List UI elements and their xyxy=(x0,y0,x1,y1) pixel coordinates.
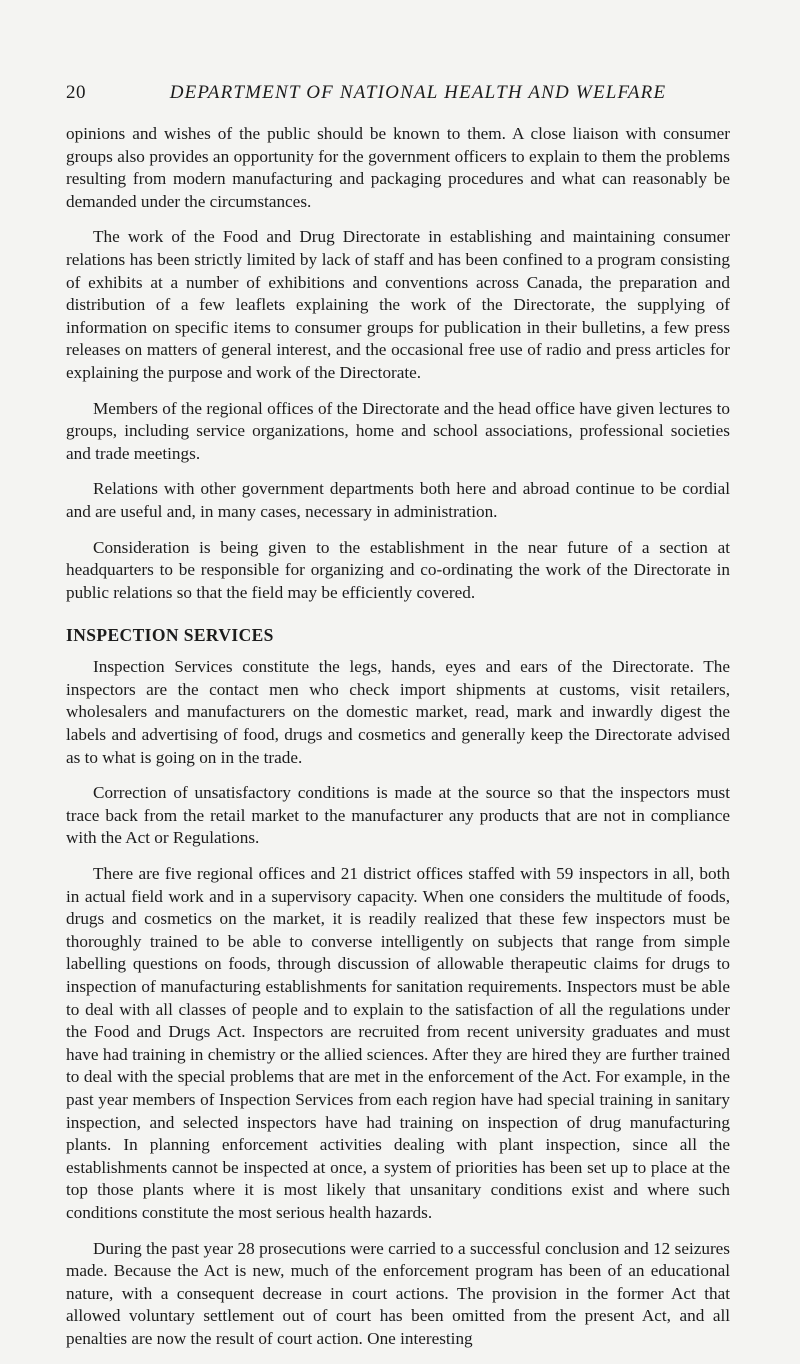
paragraph: There are five regional offices and 21 district offices staffed with 59 inspectors in all, both in actual field work and in a supervisory capacity. When one considers the multitude of foods, drugs and cosmetics on the market, it is readily realized that these few inspectors must be thoroughly trained to be able to converse intelligently on subjects that range from simple labelling questions on foods, through discussion of allowable therapeutic claims for drugs to inspection of manufacturing establishments for sanitation requirements. Inspectors must be able to deal with all classes of people and to explain to the satisfaction of all the regulations under the Food and Drugs Act. Inspectors are recruited from recent university graduates and must have had training in chemistry or the allied sciences. After they are hired they are further trained to deal with the special problems that are met in the enforcement of the Act. For example, in the past year members of Inspection Services from each region have had special training in sanitary inspection, and selected inspectors have had training on inspection of drug manufacturing plants. In planning enforcement activities dealing with plant inspection, since all the establishments cannot be inspected at once, a system of priorities has been set up to place at the top those plants where it is most likely that unsanitary conditions exist and where such conditions constitute the most serious health hazards. xyxy=(66,864,730,1222)
section-heading: INSPECTION SERVICES xyxy=(66,625,274,646)
paragraph: opinions and wishes of the public should be known to them. A close liaison with consumer groups also provides an opportunity for the government officers to explain to them the problems resulting from modern manufacturing and packaging procedures and what can reasonably be demanded under the circumstances. xyxy=(66,124,730,211)
running-header-title: DEPARTMENT OF NATIONAL HEALTH AND WELFARE xyxy=(169,82,667,103)
running-header xyxy=(66,82,730,106)
paragraph: Relations with other government departments both here and abroad continue to be cordial and are useful and, in many cases, necessary in administration. xyxy=(66,479,730,521)
paragraph: The work of the Food and Drug Directorate in establishing and maintaining consumer relations has been strictly limited by lack of staff and has been confined to a program consisting of exhibits at a number of exhibitions and conventions across Canada, the preparation and distribution of a few leaflets explaining the work of the Directorate, the supplying of information on specific items to consumer groups for publication in their bulletins, a few press releases on matters of general interest, and the occasional free use of radio and press articles for explaining the purpose and work of the Directorate. xyxy=(66,227,730,382)
paragraph: Consideration is being given to the establishment in the near future of a section at headquarters to be responsible for organizing and co-ordinating the work of the Directorate in public relations so that the field may be efficiently covered. xyxy=(66,537,730,602)
paragraph: Correction of unsatisfactory conditions is made at the source so that the inspectors must trace back from the retail market to the manufacturer any products that are not in compliance with the Act or Regulations. xyxy=(66,783,730,848)
page-number: 20 xyxy=(66,82,86,103)
paragraph: Inspection Services constitute the legs, hands, eyes and ears of the Directorate. The inspectors are the contact men who check import shipments at customs, visit retailers, wholesalers and manufacturers on the domestic market, read, mark and inwardly digest the labels and advertising of food, drugs and cosmetics and generally keep the Directorate advised as to what is going on in the trade. xyxy=(66,657,730,767)
paragraph: Members of the regional offices of the Directorate and the head office have given lectures to groups, including service organizations, home and school associations, professional societies and trade meetings. xyxy=(66,398,730,463)
paragraph: During the past year 28 prosecutions were carried to a successful conclusion and 12 seizures made. Because the Act is new, much of the enforcement program has been of an educational nature, with a consequent decrease in court actions. The provision in the former Act that allowed voluntary settlement out of court has been omitted from the present Act, and all penalties are now the result of court action. One interesting xyxy=(66,1238,730,1348)
body-text xyxy=(66,123,730,1364)
